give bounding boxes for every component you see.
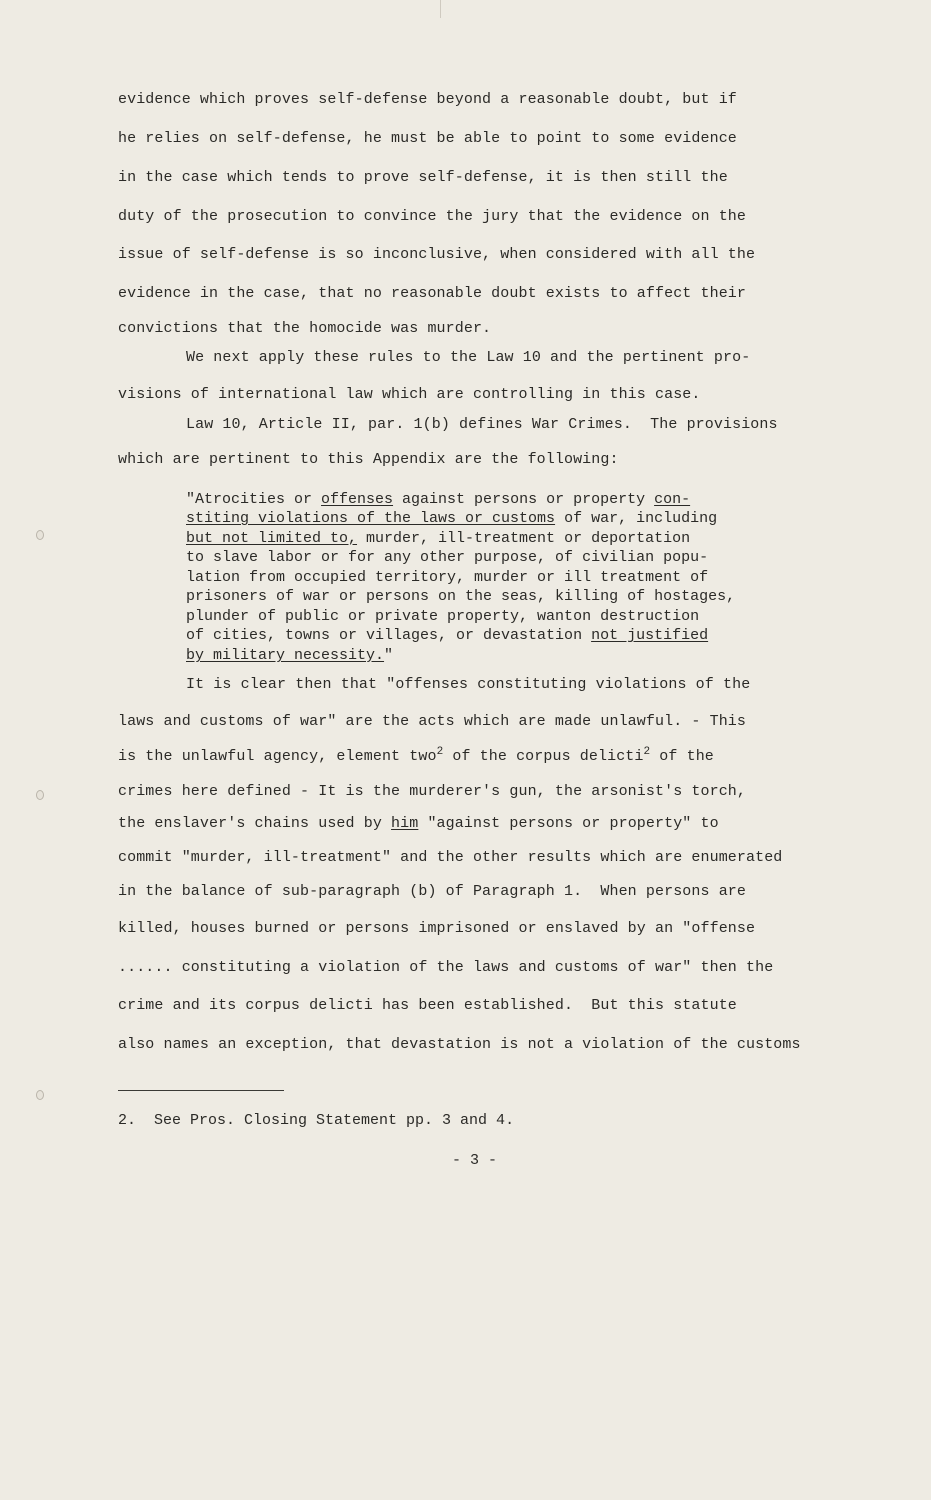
text-line: commit "murder, ill-treatment" and the other results which are enumerated — [118, 849, 783, 866]
text-line: crime and its corpus delicti has been established. But this statute — [118, 997, 737, 1014]
page-number: - 3 - — [452, 1152, 498, 1169]
text-line: the enslaver's chains used by him "against persons or property" to — [118, 815, 719, 832]
text-line: killed, houses burned or persons imprisoned or enslaved by an "offense — [118, 920, 756, 937]
text-line: which are pertinent to this Appendix are the following: — [118, 451, 619, 468]
text-line: laws and customs of war" are the acts which are made unlawful. - This — [118, 713, 747, 730]
text-line: visions of international law which are controlling in this case. — [118, 386, 701, 403]
text-line: issue of self-defense is so inconclusive, when considered with all the — [118, 246, 756, 263]
text-line: duty of the prosecution to convince the jury that the evidence on the — [118, 208, 747, 225]
text-line: in the balance of sub-paragraph (b) of Paragraph 1. When persons are — [118, 883, 747, 900]
quote-line: prisoners of war or persons on the seas, killing of hostages, — [186, 588, 736, 605]
punch-hole — [36, 790, 44, 800]
punch-hole — [36, 1090, 44, 1100]
page-crease — [440, 0, 441, 18]
text-line: in the case which tends to prove self-defense, it is then still the — [118, 169, 728, 186]
footnote: 2. See Pros. Closing Statement pp. 3 and 4. — [118, 1112, 515, 1129]
text-line: he relies on self-defense, he must be able to point to some evidence — [118, 130, 737, 147]
text-line: evidence in the case, that no reasonable doubt exists to affect their — [118, 285, 747, 302]
text-line: We next apply these rules to the Law 10 and the pertinent pro- — [186, 349, 751, 366]
quote-line: but not limited to, murder, ill-treatment or deportation — [186, 530, 691, 547]
text-line: crimes here defined - It is the murderer's gun, the arsonist's torch, — [118, 783, 747, 800]
text-line: Law 10, Article II, par. 1(b) defines War Crimes. The provisions — [186, 416, 778, 433]
quote-line: by military necessity." — [186, 647, 394, 664]
quote-line: lation from occupied territory, murder or ill treatment of — [186, 569, 709, 586]
footnote-ref: 2 — [436, 746, 444, 758]
text-line: It is clear then that "offenses constituting violations of the — [186, 676, 751, 693]
text-line: also names an exception, that devastation is not a violation of the customs — [118, 1036, 801, 1053]
punch-hole — [36, 530, 44, 540]
quote-line: of cities, towns or villages, or devastation not justified — [186, 627, 709, 644]
footnote-rule — [118, 1090, 284, 1091]
text-line: evidence which proves self-defense beyond a reasonable doubt, but if — [118, 91, 737, 108]
text-line: convictions that the homocide was murder. — [118, 320, 492, 337]
quote-line: "Atrocities or offenses against persons or property con- — [186, 491, 691, 508]
quote-line: plunder of public or private property, wanton destruction — [186, 608, 700, 625]
footnote-ref: 2 — [643, 746, 651, 758]
text-line: ...... constituting a violation of the laws and customs of war" then the — [118, 959, 774, 976]
text-line: is the unlawful agency, element two$^2$ of the corpus delicti$^2$ of the — [118, 746, 714, 765]
quote-line: stiting violations of the laws or customs of war, including — [186, 510, 718, 527]
quote-line: to slave labor or for any other purpose, of civilian popu- — [186, 549, 709, 566]
